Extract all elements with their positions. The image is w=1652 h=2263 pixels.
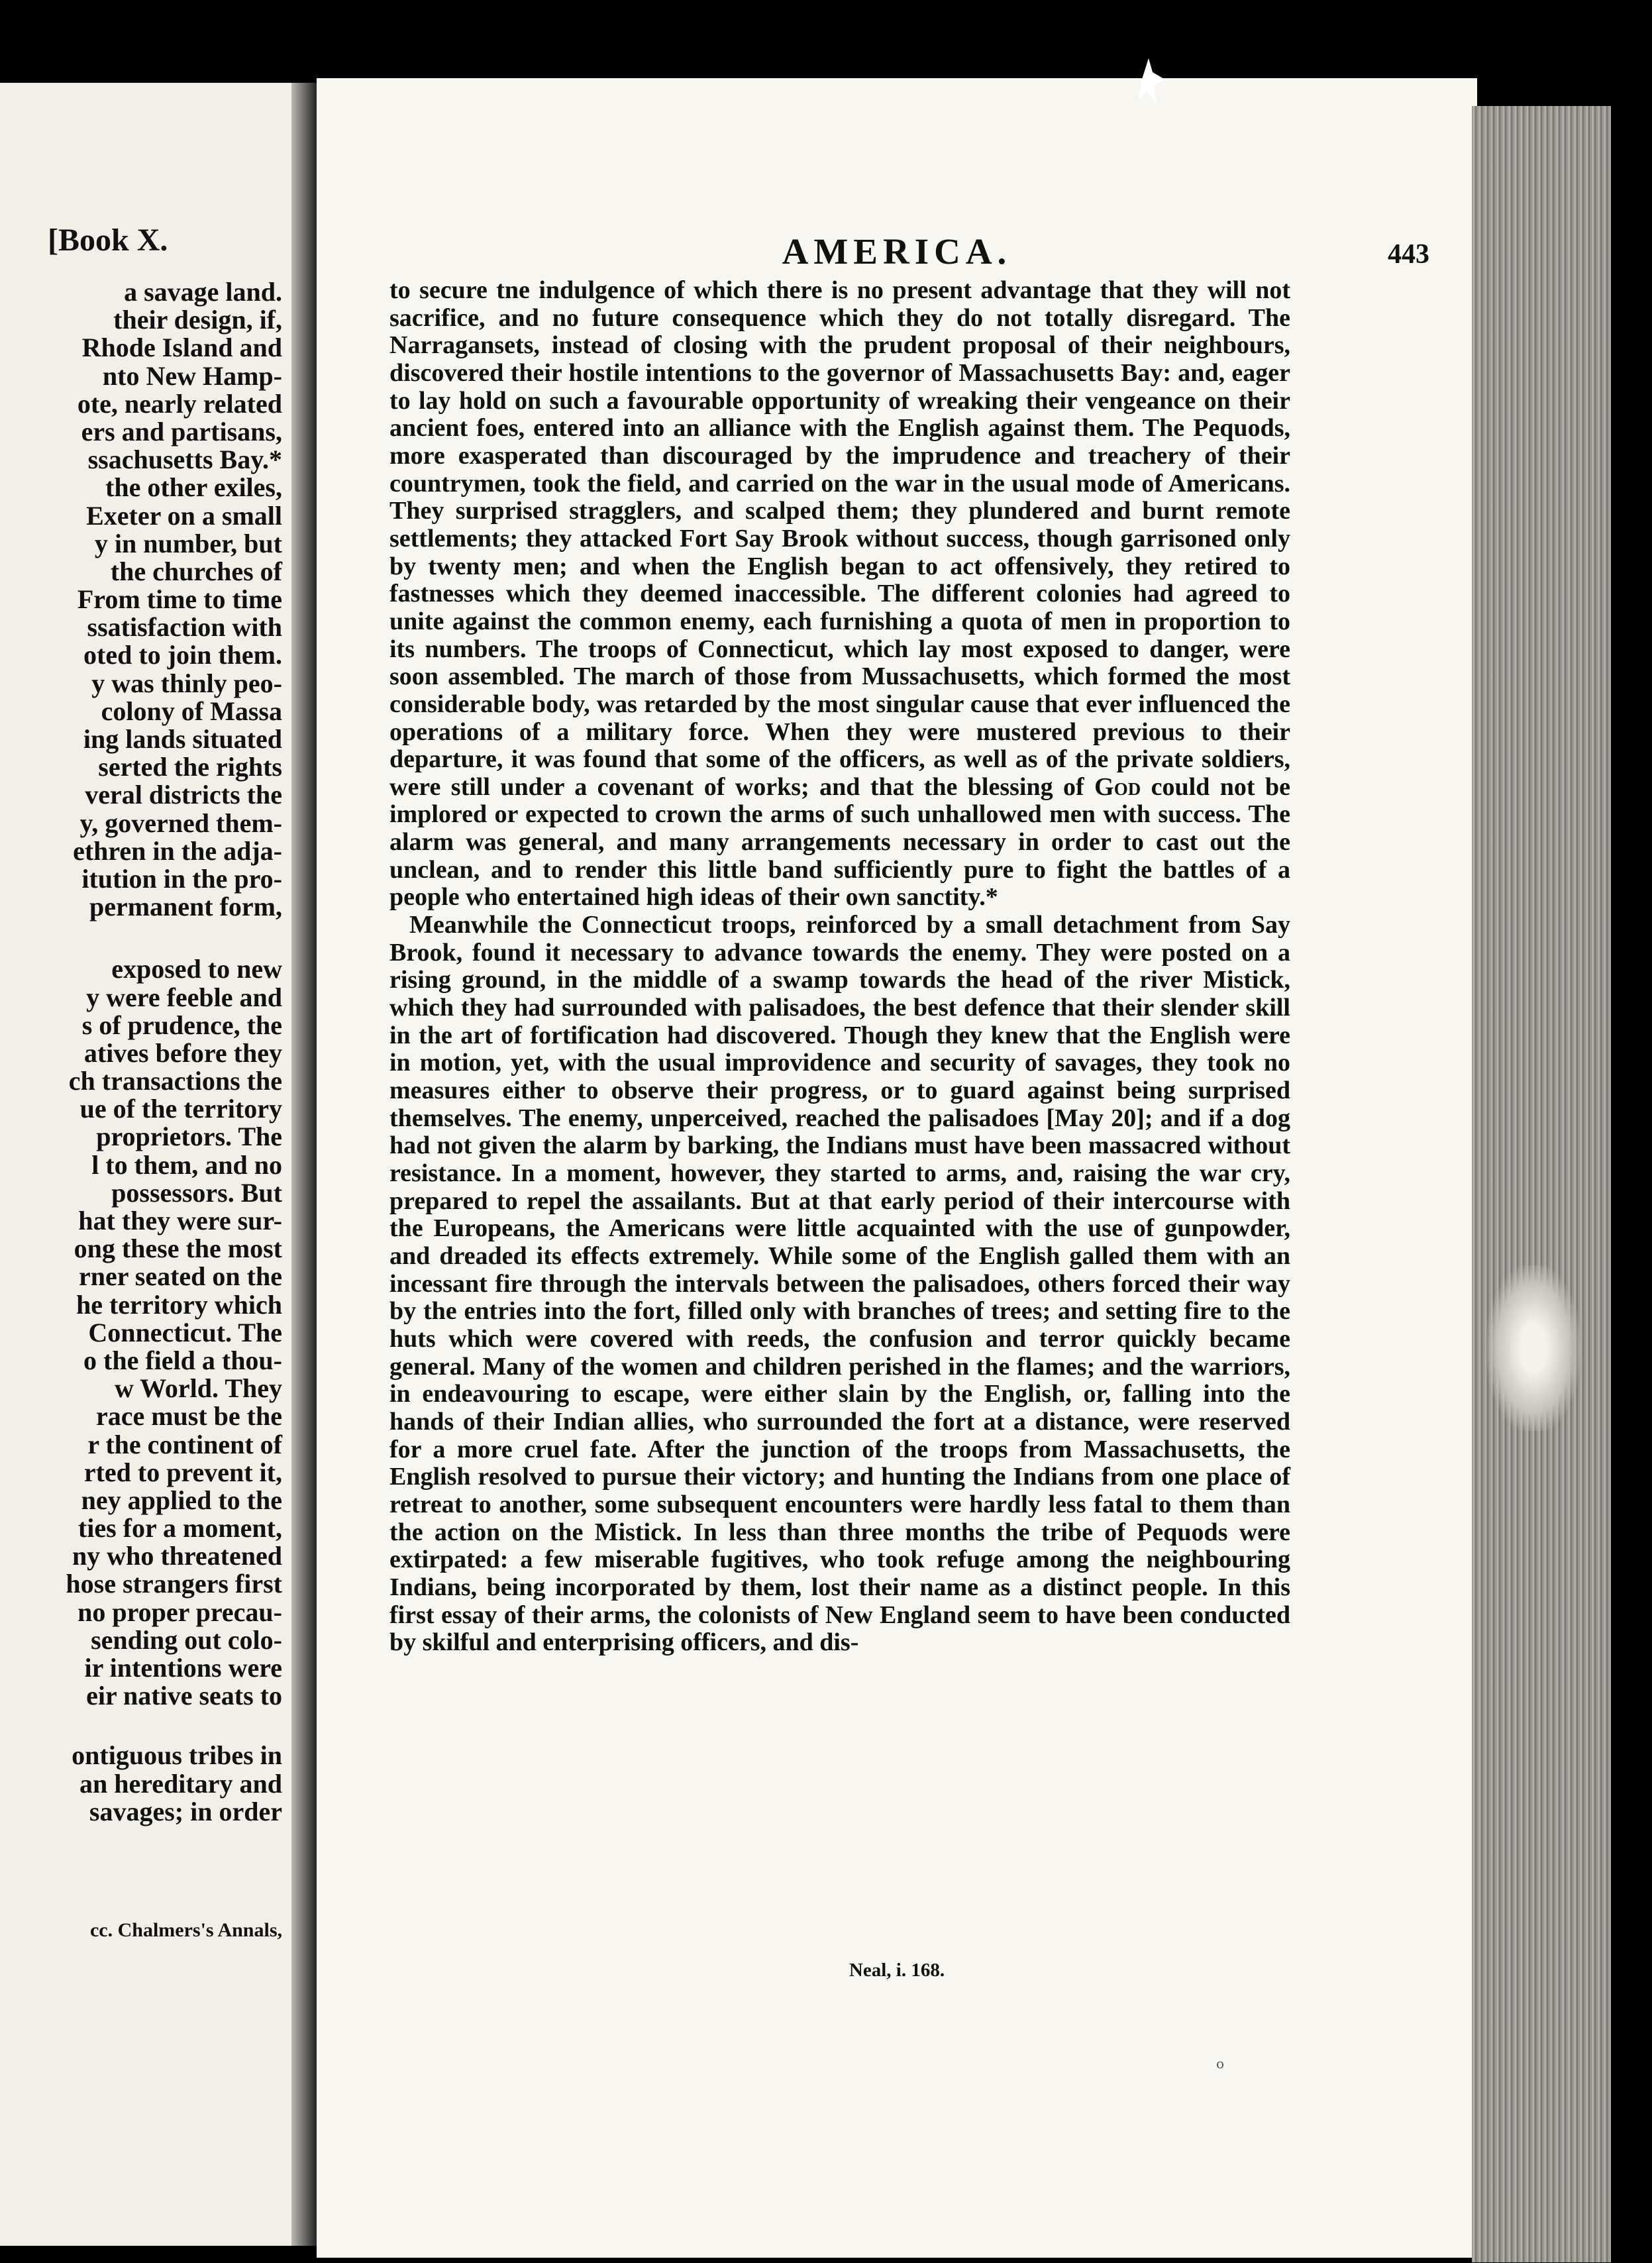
left-line: a savage land.: [124, 277, 282, 307]
left-line: eir native seats to: [86, 1681, 282, 1711]
left-line: rner seated on the: [79, 1261, 282, 1292]
left-line: ote, nearly related: [77, 388, 282, 419]
left-line: the other exiles,: [105, 472, 282, 503]
page-header: [317, 231, 1477, 270]
left-line: savages; in order: [89, 1796, 282, 1826]
left-line: ong these the most: [74, 1234, 282, 1264]
left-line: ethren in the adja-: [73, 835, 282, 866]
left-line: ch transactions the: [68, 1066, 282, 1096]
bottom-mark: o: [1216, 2056, 1225, 2072]
left-line: ontiguous tribes in: [72, 1740, 282, 1771]
left-line: Connecticut. The: [88, 1317, 282, 1347]
left-line: veral districts the: [85, 780, 282, 810]
main-text: [389, 277, 1290, 1657]
left-line: their design, if,: [113, 305, 282, 335]
page-title: AMERICA.: [782, 231, 1012, 272]
left-line: hat they were sur-: [78, 1206, 282, 1236]
left-line: r the continent of: [87, 1429, 282, 1459]
paper-stain: [1487, 1265, 1580, 1431]
left-line: race must be the: [95, 1401, 282, 1432]
left-line: y were feeble and: [86, 982, 282, 1012]
left-line: ssatisfaction with: [87, 612, 282, 643]
left-line: ue of the territory: [79, 1094, 282, 1124]
left-line: atives before they: [83, 1037, 282, 1068]
left-line: ny who threatened: [72, 1541, 282, 1571]
left-line: s of prudence, the: [81, 1010, 282, 1040]
left-line: no proper precau-: [77, 1597, 282, 1627]
left-line: possessors. But: [111, 1177, 282, 1208]
left-line: oted to join them.: [83, 640, 282, 670]
left-line: ers and partisans,: [81, 416, 282, 447]
page-edges: [1472, 106, 1611, 2262]
left-line: proprietors. The: [96, 1122, 282, 1152]
left-footnote: cc. Chalmers's Annals,: [89, 1919, 282, 1941]
god-word: God: [1094, 772, 1141, 801]
left-line: w World. They: [114, 1373, 282, 1404]
left-line: y in number, but: [94, 528, 282, 558]
left-line: o the field a thou-: [83, 1345, 282, 1375]
left-line: l to them, and no: [91, 1149, 282, 1180]
left-line: y was thinly peo-: [91, 668, 282, 698]
left-line: ties for a moment,: [77, 1513, 282, 1544]
left-page-text: [0, 278, 282, 1826]
left-line: permanent form,: [89, 892, 282, 922]
page-number: 443: [1388, 239, 1429, 270]
left-running-head: [Book X.: [48, 223, 168, 258]
left-line: Rhode Island and: [81, 333, 282, 363]
left-line: nto New Hamp-: [102, 360, 282, 391]
left-line: ney applied to the: [81, 1485, 282, 1515]
paragraph-1: to secure tne indulgence of which there is no present advantage that they will not sacrifice, and no future consequence which they do not totally disregard. The Narragansets, instead of closing with the prudent proposal of their neighbours, discovered their hostile intentions to the governor of Massachusetts Bay: and, eager to lay hold on such a favourable opportunity of wreaking their vengeance on their ancient foes, entered into an alliance with the English against them. The Pequods, more exasperated than discouraged by the imprudence and treachery of their countrymen, took the field, and carried on the war in the usual mode of Americans. They surprised stragglers, and scalped them; they plundered and burnt remote settlements; they attacked Fort Say Brook without success, though garrisoned only by twenty men; and when the English began to act offensively, they retired to fastnesses which they deemed inaccessible. The different colonies had agreed to unite against the common enemy, each furnishing a quota of men in proportion to its numbers. The troops of Connecticut, which lay most exposed to danger, were soon assembled. The march of those from Mussachusetts, which formed the most considerable body, was retarded by the most singular cause that ever influenced the operations of a military force. When they were mustered previous to their departure, it was found that some of the officers, as well as of the private soldiers, were still under a covenant of works; and that the blessing of God could not be implored or expected to crown the arms of such unhallowed men with success. The alarm was general, and many arrangements necessary in order to cast out the unclean, and to render this little band sufficiently pure to fight the battles of a people who entertained high ideas of their own sanctity.*: [389, 276, 1290, 912]
left-line: the churches of: [110, 556, 282, 586]
left-page: [0, 83, 291, 2246]
left-line: itution in the pro-: [81, 863, 282, 894]
left-line: hose strangers first: [66, 1569, 282, 1599]
left-line: ssachusetts Bay.*: [87, 445, 282, 475]
left-line: colony of Massa: [101, 696, 282, 726]
left-line: y, governed them-: [79, 808, 282, 838]
left-line: he territory which: [76, 1289, 282, 1320]
left-line: rted to prevent it,: [83, 1457, 282, 1487]
left-line: sending out colo-: [91, 1624, 282, 1655]
footnote: Neal, i. 168.: [849, 1960, 945, 1981]
right-page: [317, 78, 1477, 2258]
paragraph-2: Meanwhile the Connecticut troops, reinforced by a small detachment from Say Brook, found it necessary to advance towards the enemy. They were posted on a rising ground, in the middle of a swamp towards the head of the river Mistick, which they had surrounded with palisadoes, the best defence that their slender skill in the art of fortification had discovered. Though they knew that the English were in motion, yet, with the usual improvidence and security of savages, they took no measures either to observe their progress, or to guard against being surprised themselves. The enemy, unperceived, reached the palisadoes [May 20]; and if a dog had not given the alarm by barking, the Indians must have been massacred without resistance. In a moment, however, they started to arms, and, raising the war cry, prepared to repel the assailants. But at that early period of their intercourse with the Europeans, the Americans were little acquainted with the use of gunpowder, and dreaded its effects extremely. While some of the English galled them with an incessant fire through the intervals between the palisadoes, others forced their way by the entries into the fort, filled only with branches of trees; and setting fire to the huts which were covered with reeds, the confusion and terror quickly became general. Many of the women and children perished in the flames; and the warriors, in endeavouring to escape, were either slain by the English, or, falling into the hands of their Indian allies, who surrounded the fort at a distance, were reserved for a more cruel fate. After the junction of the troops from Massachusetts, the English resolved to pursue their victory; and hunting the Indians from one place of retreat to another, some subsequent encounters were hardly less fatal to them than the action on the Mistick. In less than three months the tribe of Pequods were extirpated: a few miserable fugitives, who took refuge among the neighbouring Indians, being incorporated by them, lost their name as a distinct people. In this first essay of their arms, the colonists of New England seem to have been conducted by skilful and enterprising officers, and dis-: [389, 911, 1290, 1657]
left-line: serted the rights: [98, 752, 282, 782]
left-line: exposed to new: [111, 954, 282, 984]
left-line: ing lands situated: [83, 724, 282, 754]
left-line: Exeter on a small: [86, 500, 282, 531]
left-line: ir intentions were: [84, 1653, 282, 1683]
left-line: From time to time: [77, 584, 282, 615]
left-line: an hereditary and: [79, 1768, 282, 1799]
